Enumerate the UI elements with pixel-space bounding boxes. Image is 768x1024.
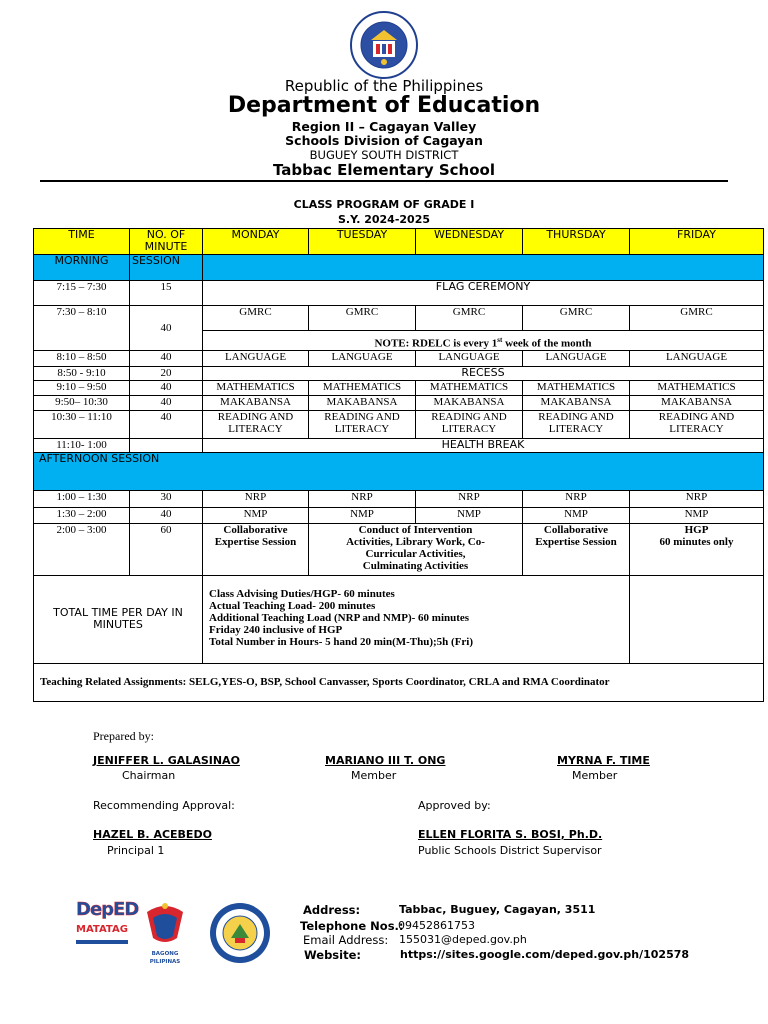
time-cell: 8:50 - 9:10 — [34, 366, 130, 380]
subject-cell: LANGUAGE — [203, 350, 309, 366]
recess-cell: RECESS — [203, 366, 764, 380]
morning-band — [203, 255, 764, 281]
school-year: S.Y. 2024-2025 — [337, 213, 431, 226]
chairman-name: JENIFFER L. GALASINAO — [93, 754, 240, 767]
phone-value: 09452861753 — [398, 919, 475, 932]
subject-cell: MATHEMATICS — [416, 380, 523, 395]
subject-cell: READING AND LITERACY — [203, 410, 309, 438]
prepared-by-label: Prepared by: — [93, 729, 154, 743]
time-cell: 1:30 – 2:00 — [34, 507, 130, 523]
table-row — [34, 350, 764, 366]
total-time-label: TOTAL TIME PER DAY IN MINUTES — [34, 575, 203, 663]
time-cell: 1:00 – 1:30 — [34, 490, 130, 507]
time-cell: 9:10 – 9:50 — [34, 380, 130, 395]
address-label: Address: — [303, 903, 361, 917]
minutes-cell: 15 — [130, 281, 203, 306]
subject-cell: NMP — [203, 507, 309, 523]
subject-cell: LANGUAGE — [416, 350, 523, 366]
header-thursday: THURSDAY — [523, 229, 630, 255]
subject-cell: MATHEMATICS — [630, 380, 764, 395]
table-row — [34, 523, 764, 575]
subject-cell: NRP — [630, 490, 764, 507]
subject-cell: NMP — [523, 507, 630, 523]
email-value: 155031@deped.gov.ph — [399, 933, 527, 946]
header-monday: MONDAY — [203, 229, 309, 255]
subject-cell: MAKABANSA — [203, 395, 309, 410]
table-row — [34, 507, 764, 523]
subject-cell: LANGUAGE — [630, 350, 764, 366]
minutes-cell: 40 — [130, 350, 203, 366]
time-cell: 7:15 – 7:30 — [34, 281, 130, 306]
header-minutes: NO. OF MINUTE — [130, 229, 203, 255]
subject-cell: READING AND LITERACY — [309, 410, 416, 438]
subject-cell: GMRC — [203, 306, 309, 331]
minutes-cell: 20 — [130, 366, 203, 380]
flag-ceremony: FLAG CEREMONY — [203, 281, 764, 306]
minutes-cell: 40 — [130, 395, 203, 410]
deped-seal — [349, 10, 419, 80]
supervisor-role: Public Schools District Supervisor — [418, 844, 602, 857]
approved-label: Approved by: — [418, 799, 491, 812]
member1-role: Member — [351, 769, 397, 782]
minutes-cell: 40 — [130, 306, 203, 351]
bagong-pilipinas-logo: BAGONG PILIPINAS — [137, 898, 193, 962]
subject-cell: NMP — [416, 507, 523, 523]
header-time: TIME — [34, 229, 130, 255]
friday-hgp-cell: HGP 60 minutes only — [630, 523, 764, 575]
assignments-row — [34, 663, 764, 701]
minutes-cell: 40 — [130, 507, 203, 523]
school-name: Tabbac Elementary School — [273, 161, 495, 179]
header-wednesday: WEDNESDAY — [416, 229, 523, 255]
monday-collab-cell: Collaborative Expertise Session — [203, 523, 309, 575]
subject-cell: READING AND LITERACY — [523, 410, 630, 438]
principal-role: Principal 1 — [107, 844, 165, 857]
table-row — [34, 410, 764, 438]
thursday-collab-cell: Collaborative Expertise Session — [523, 523, 630, 575]
subject-cell: GMRC — [416, 306, 523, 331]
morning-label: MORNING — [34, 255, 130, 281]
district-line: BUGUEY SOUTH DISTRICT — [309, 148, 459, 162]
subject-cell: NMP — [630, 507, 764, 523]
time-cell: 9:50– 10:30 — [34, 395, 130, 410]
table-row — [34, 490, 764, 507]
time-cell: 11:10- 1:00 — [34, 438, 130, 452]
header-divider — [40, 180, 728, 182]
minutes-cell: 30 — [130, 490, 203, 507]
session-label: SESSION — [130, 255, 203, 281]
teaching-assignments: Teaching Related Assignments: SELG,YES-O, BSP, School Canvasser, Sports Coordinator, CRLA and RMA Coordinator — [34, 663, 764, 701]
header-row — [34, 229, 764, 255]
program-title: CLASS PROGRAM OF GRADE I — [293, 198, 475, 211]
total-time-row — [34, 575, 764, 663]
subject-cell: LANGUAGE — [309, 350, 416, 366]
subject-cell: MAKABANSA — [630, 395, 764, 410]
table-row — [34, 281, 764, 306]
subject-cell: MAKABANSA — [416, 395, 523, 410]
header-friday: FRIDAY — [630, 229, 764, 255]
subject-cell: READING AND LITERACY — [416, 410, 523, 438]
member2-name: MYRNA F. TIME — [557, 754, 650, 767]
table-row — [34, 395, 764, 410]
table-row — [34, 438, 764, 452]
address-value: Tabbac, Buguey, Cagayan, 3511 — [399, 903, 596, 916]
website-link[interactable]: https://sites.google.com/deped.gov.ph/102578 — [400, 948, 690, 961]
subject-cell: MAKABANSA — [309, 395, 416, 410]
subject-cell: MATHEMATICS — [203, 380, 309, 395]
school-seal — [209, 902, 271, 964]
principal-name: HAZEL B. ACEBEDO — [93, 828, 212, 841]
division-line: Schools Division of Cagayan — [285, 133, 483, 148]
intervention-cell: Conduct of Intervention Activities, Library Work, Co-Curricular Activities, Culminating Activities — [309, 523, 523, 575]
subject-cell: READING AND LITERACY — [630, 410, 764, 438]
time-cell: 8:10 – 8:50 — [34, 350, 130, 366]
supervisor-name: ELLEN FLORITA S. BOSI, Ph.D. — [418, 828, 603, 841]
time-cell: 2:00 – 3:00 — [34, 523, 130, 575]
subject-cell: GMRC — [523, 306, 630, 331]
subject-cell: MATHEMATICS — [523, 380, 630, 395]
email-label: Email Address: — [303, 933, 389, 947]
subject-cell: NRP — [523, 490, 630, 507]
time-cell: 10:30 – 11:10 — [34, 410, 130, 438]
phone-label: Telephone Nos.: — [300, 919, 404, 933]
afternoon-label: AFTERNOON SESSION — [34, 452, 764, 490]
total-time-details: Class Advising Duties/HGP- 60 minutes Actual Teaching Load- 200 minutes Additional Teaching Load (NRP and NMP)- 60 minutes Friday 240 inclusive of HGP Total Number in Hours- 5 hand 20 min(M-Thu);5h (Fri) — [203, 575, 630, 663]
subject-cell: GMRC — [309, 306, 416, 331]
minutes-cell: 60 — [130, 523, 203, 575]
region-line: Region II – Cagayan Valley — [291, 119, 477, 134]
table-row — [34, 366, 764, 380]
time-cell: 7:30 – 8:10 — [34, 306, 130, 351]
subject-cell: NRP — [416, 490, 523, 507]
header-tuesday: TUESDAY — [309, 229, 416, 255]
website-label: Website: — [304, 948, 361, 962]
minutes-cell — [130, 438, 203, 452]
subject-cell: MAKABANSA — [523, 395, 630, 410]
chairman-role: Chairman — [122, 769, 176, 782]
afternoon-session-row — [34, 452, 764, 490]
recommending-label: Recommending Approval: — [93, 799, 235, 812]
morning-session-row — [34, 255, 764, 281]
subject-cell: GMRC — [630, 306, 764, 331]
table-row — [34, 306, 764, 331]
member2-role: Member — [572, 769, 618, 782]
rdelc-note: NOTE: RDELC is every 1st week of the month — [203, 331, 764, 351]
minutes-cell: 40 — [130, 410, 203, 438]
subject-cell: MATHEMATICS — [309, 380, 416, 395]
member1-name: MARIANO III T. ONG — [325, 754, 446, 767]
table-row — [34, 380, 764, 395]
subject-cell: NRP — [309, 490, 416, 507]
class-program-table — [33, 228, 764, 702]
subject-cell: NRP — [203, 490, 309, 507]
department-title: Department of Education — [227, 93, 541, 118]
total-time-empty — [630, 575, 764, 663]
republic-line: Republic of the Philippines — [284, 77, 484, 95]
subject-cell: NMP — [309, 507, 416, 523]
subject-cell: LANGUAGE — [523, 350, 630, 366]
health-break-cell: HEALTH BREAK — [203, 438, 764, 452]
deped-matatag-logo: DepED MATATAG — [76, 900, 132, 964]
minutes-cell: 40 — [130, 380, 203, 395]
